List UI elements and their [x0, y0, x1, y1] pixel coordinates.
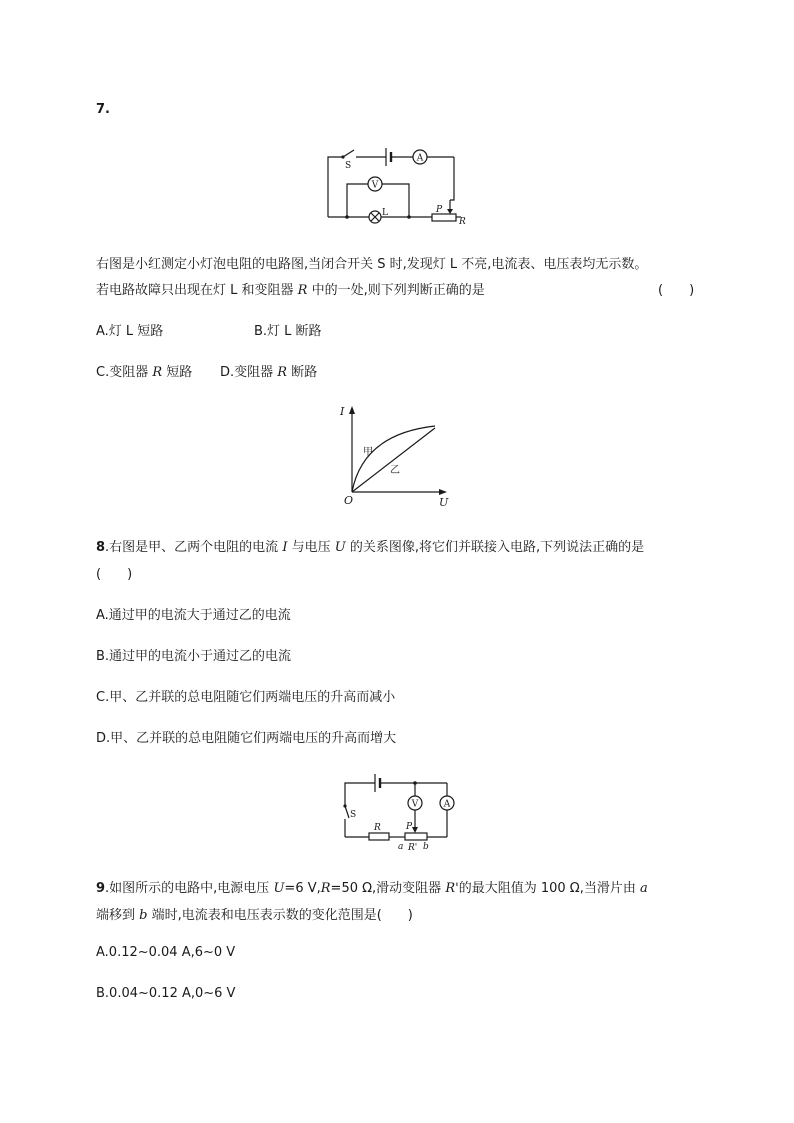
- q7-rheostat-label: R: [459, 217, 466, 227]
- q8-option-d: D.甲、乙并联的总电阻随它们两端电压的升高而增大: [96, 731, 397, 746]
- q8-iu-graph: [335, 400, 460, 512]
- q7-slider-arrow-icon: [447, 209, 453, 214]
- q8-option-b: B.通过甲的电流小于通过乙的电流: [96, 649, 292, 664]
- q8-yi-label: 乙: [390, 465, 400, 476]
- q8-option-c: C.甲、乙并联的总电阻随它们两端电压的升高而减小: [96, 690, 396, 705]
- q9-end-a-label: a: [398, 842, 404, 852]
- svg-text:V: V: [371, 180, 379, 191]
- q7-option-c: C.变阻器 R 短路: [96, 365, 193, 380]
- q8-answer-blank: ( ): [96, 567, 133, 582]
- q7-option-d: D.变阻器 R 断路: [220, 365, 318, 380]
- q7-option-b: B.灯 L 断路: [254, 324, 322, 339]
- q7-rheostat-icon: [432, 214, 456, 221]
- q8-y-axis-label: I: [340, 405, 345, 418]
- q9-resistor-icon: [369, 833, 389, 840]
- q9-circuit-diagram: [335, 766, 465, 856]
- q7-lamp-label: L: [382, 208, 388, 218]
- q9-slider-label: P: [406, 822, 413, 832]
- q7-number: 7.: [96, 102, 110, 117]
- q9-option-a: A.0.12~0.04 A,6~0 V: [96, 945, 236, 960]
- q7-stem-line1: 右图是小红测定小灯泡电阻的电路图,当闭合开关 S 时,发现灯 L 不亮,电流表、电压表均无示数。: [96, 257, 648, 272]
- q8-jia-label: 甲: [363, 447, 373, 458]
- q7-slider-label: P: [436, 205, 443, 215]
- q9-rheostat-icon: [405, 833, 427, 840]
- q9-slider-arrow-icon: [412, 827, 418, 833]
- q8-stem-line1: 8.右图是甲、乙两个电阻的电流 I 与电压 U 的关系图像,将它们并联接入电路,下列说法正确的是: [96, 540, 645, 555]
- q9-resistor-label: R: [374, 823, 381, 833]
- q9-stem-line1: 9.如图所示的电路中,电源电压 U=6 V,R=50 Ω,滑动变阻器 R'的最大阻值为 100 Ω,当滑片由 a: [96, 881, 648, 896]
- q9-end-b-label: b: [423, 842, 429, 852]
- q9-switch-label: S: [350, 810, 357, 820]
- q7-option-a: A.灯 L 短路: [96, 324, 164, 339]
- svg-text:V: V: [411, 799, 419, 810]
- q7-stem-line2: 若电路故障只出现在灯 L 和变阻器 R 中的一处,则下列判断正确的是: [96, 283, 485, 298]
- q7-switch-label: S: [345, 161, 352, 171]
- q9-option-b: B.0.04~0.12 A,0~6 V: [96, 986, 236, 1001]
- q9-stem-line2: 端移到 b 端时,电流表和电压表示数的变化范围是( ): [96, 908, 413, 923]
- q7-answer-blank: ( ): [658, 283, 695, 298]
- q8-option-a: A.通过甲的电流大于通过乙的电流: [96, 608, 291, 623]
- svg-text:A: A: [416, 153, 424, 164]
- svg-text:A: A: [443, 799, 451, 810]
- q8-x-axis-label: U: [439, 496, 449, 509]
- q9-rheostat-label: R': [408, 843, 418, 853]
- q8-origin-label: O: [344, 494, 354, 507]
- q7-circuit-diagram: [320, 140, 480, 230]
